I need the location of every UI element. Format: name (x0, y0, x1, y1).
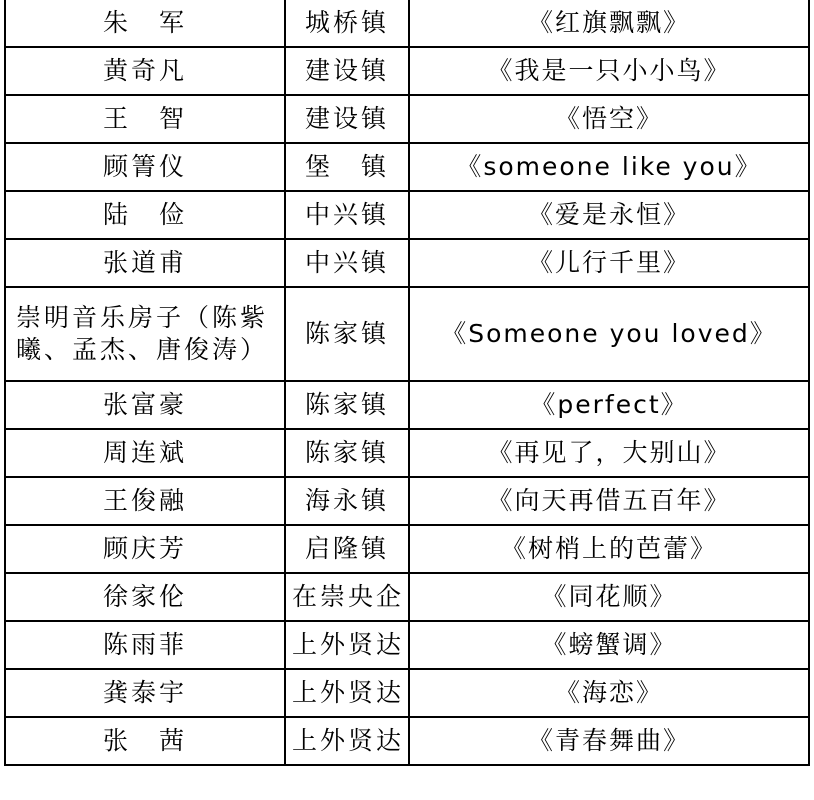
song-title: 《悟空》 (409, 95, 809, 143)
performer-name: 张富豪 (5, 381, 285, 429)
table-row (5, 239, 809, 287)
table-row (5, 47, 809, 95)
performer-town: 上外贤达 (285, 717, 409, 765)
table-row (5, 525, 809, 573)
song-title: 《再见了，大别山》 (409, 429, 809, 477)
performer-name: 王俊融 (5, 477, 285, 525)
table-row (5, 621, 809, 669)
table-row (5, 573, 809, 621)
performer-town: 启隆镇 (285, 525, 409, 573)
table-row (5, 0, 809, 47)
table-row (5, 669, 809, 717)
performer-town: 陈家镇 (285, 381, 409, 429)
performer-town: 中兴镇 (285, 191, 409, 239)
performer-town: 城桥镇 (285, 0, 409, 47)
performer-town: 在崇央企 (285, 573, 409, 621)
performer-name: 崇明音乐房子（陈紫曦、孟杰、唐俊涛） (5, 287, 285, 381)
song-title: 《青春舞曲》 (409, 717, 809, 765)
song-title: 《Someone you loved》 (409, 287, 809, 381)
song-title: 《爱是永恒》 (409, 191, 809, 239)
performer-town: 陈家镇 (285, 429, 409, 477)
performer-name: 黄奇凡 (5, 47, 285, 95)
performer-town: 上外贤达 (285, 621, 409, 669)
song-title: 《螃蟹调》 (409, 621, 809, 669)
table-row (5, 429, 809, 477)
table-row (5, 191, 809, 239)
performer-table (4, 0, 810, 766)
song-title: 《我是一只小小鸟》 (409, 47, 809, 95)
song-title: 《儿行千里》 (409, 239, 809, 287)
table-row (5, 717, 809, 765)
performer-town: 堡 镇 (285, 143, 409, 191)
performer-name: 陆 俭 (5, 191, 285, 239)
performer-town: 建设镇 (285, 47, 409, 95)
performer-name: 陈雨菲 (5, 621, 285, 669)
performer-name: 顾箐仪 (5, 143, 285, 191)
performer-town: 陈家镇 (285, 287, 409, 381)
performer-name: 张道甫 (5, 239, 285, 287)
performer-name: 王 智 (5, 95, 285, 143)
table-row (5, 95, 809, 143)
performer-name: 朱 军 (5, 0, 285, 47)
performer-town: 海永镇 (285, 477, 409, 525)
song-title: 《同花顺》 (409, 573, 809, 621)
song-title: 《someone like you》 (409, 143, 809, 191)
performer-town: 中兴镇 (285, 239, 409, 287)
song-title: 《perfect》 (409, 381, 809, 429)
table-row (5, 477, 809, 525)
song-title: 《向天再借五百年》 (409, 477, 809, 525)
performer-town: 建设镇 (285, 95, 409, 143)
song-title: 《树梢上的芭蕾》 (409, 525, 809, 573)
table-row (5, 381, 809, 429)
song-title: 《海恋》 (409, 669, 809, 717)
performer-name: 徐家伦 (5, 573, 285, 621)
performer-town: 上外贤达 (285, 669, 409, 717)
performer-name: 周连斌 (5, 429, 285, 477)
performer-name: 张 茜 (5, 717, 285, 765)
performer-name: 龚泰宇 (5, 669, 285, 717)
table-row (5, 287, 809, 381)
song-title: 《红旗飘飘》 (409, 0, 809, 47)
performer-name: 顾庆芳 (5, 525, 285, 573)
table-row (5, 143, 809, 191)
